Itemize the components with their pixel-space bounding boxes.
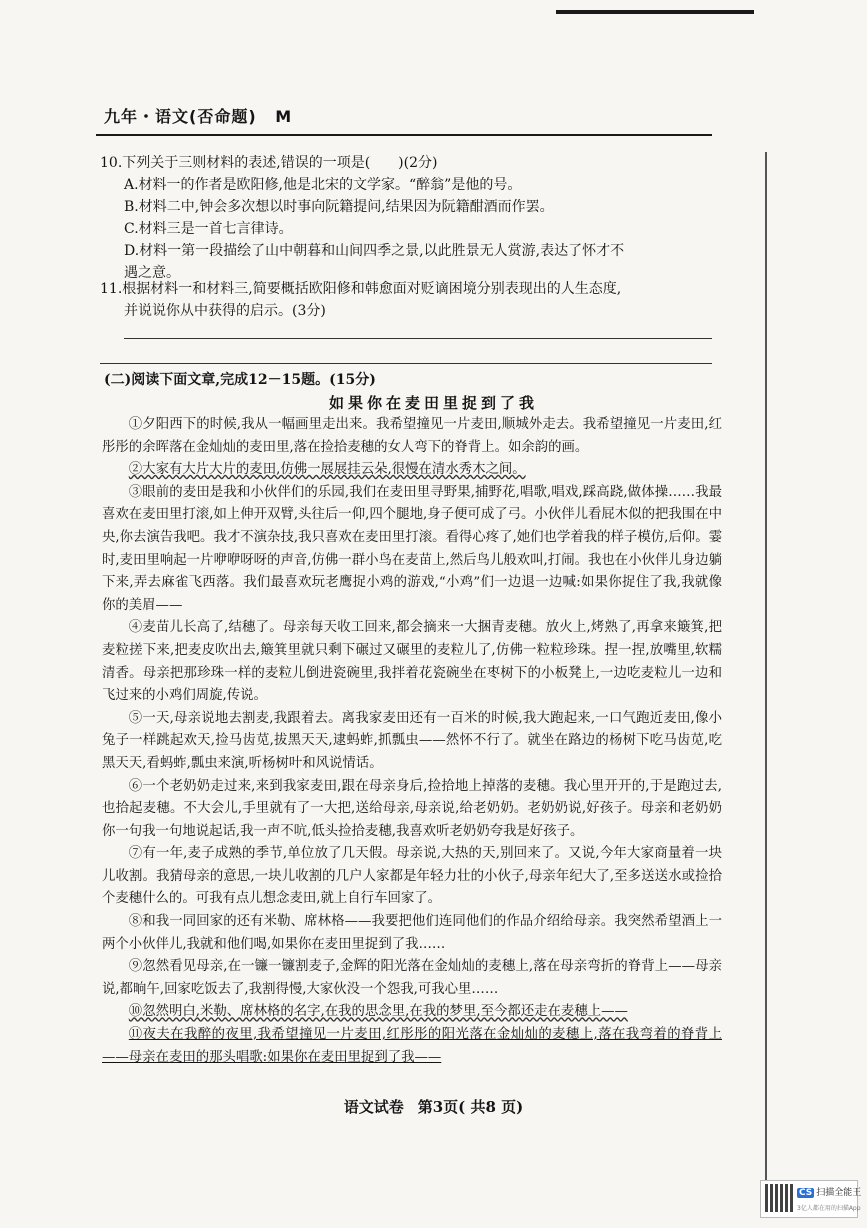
option-b: B.材料二中,钟会多次想以时事向阮籍提问,结果因为阮籍酣酒而作罢。 (124, 199, 554, 215)
scanner-tagline: 3亿人都在用的扫描App (797, 1205, 861, 1212)
qr-code-icon (765, 1184, 793, 1212)
top-rule (556, 10, 754, 14)
question-10 (100, 152, 720, 284)
question-10-stem: 10.下列关于三则材料的表述,错误的一项是( )(2分) (100, 155, 438, 171)
option-d-cont: 遇之意。 (124, 265, 180, 281)
question-11-line2: 并说说你从中获得的启示。(3分) (124, 303, 326, 319)
question-11 (100, 278, 720, 322)
scanner-name: 扫描全能王 (816, 1188, 862, 1198)
paragraph-11: ⑪夜夫在我醉的夜里,我希望撞见一片麦田,红彤彤的阳光落在金灿灿的麦穗上,落在我弯着的脊背上——母亲在麦田的那头唱歌:如果你在麦田里捉到了我—— (102, 1027, 722, 1065)
footer-page: 第3页( 共8 页) (417, 1098, 524, 1116)
question-11-line1: 11.根据材料一和材料三,简要概括欧阳修和韩愈面对贬谪困境分别表现出的人生态度, (100, 281, 622, 297)
header-title: 九年・语文(否命题) (104, 107, 257, 126)
paragraph-7: ⑦有一年,麦子成熟的季节,单位放了几天假。母亲说,大热的天,别回来了。又说,今年大家商量着一块儿收割。我猜母亲的意思,一块儿收割的几户人家都是年轻力壮的小伙子,母亲年纪大了,至多送送水或捡拾个麦穗什么的。可我有点儿想念麦田,就上自行车回家了。 (102, 846, 722, 907)
option-d: D.材料一第一段描绘了山中朝暮和山间四季之景,以此胜景无人赏游,表达了怀才不 (124, 243, 625, 259)
paragraph-5: ⑤一天,母亲说地去割麦,我跟着去。离我家麦田还有一百米的时候,我大跑起来,一口气跑近麦田,像小兔子一样跳起欢天,捡马齿苋,拔黑天天,逮蚂蚱,抓瓢虫——然怀不行了。就坐在路边的杨树下吃马齿苋,吃黑天天,看蚂蚱,瓢虫来演,听杨树叶和风说情话。 (102, 710, 722, 771)
margin-rule (765, 152, 767, 1180)
paragraph-3: ③眼前的麦田是我和小伙伴们的乐园,我们在麦田里寻野果,捕野花,唱歌,唱戏,踩高跷,做体操……我最喜欢在麦田里打滚,如上伸开双臂,头往后一仰,四个腿地,身子便可成了弓。小伙伴儿看屁木似的把我围在中央,你去演告我吧。我才不演杂技,我只喜欢在麦田里打滚。看得心疼了,她们也学着我的样子模仿,后仰。霎时,麦田里响起一片咿咿呀呀的声音,仿佛一群小鸟在麦苗上,然后鸟儿般欢叫,打闹。我也在小伙伴儿身边躺下来,弄去麻雀飞西落。我们最喜欢玩老鹰捉小鸡的游戏,“小鸡”们一边退一边喊:如果你捉住了我,我就像你的美眉—— (102, 484, 722, 613)
page-header (104, 104, 292, 127)
cs-logo-icon: CS (799, 1188, 813, 1198)
paragraph-1: ①夕阳西下的时候,我从一幅画里走出来。我希望撞见一片麦田,顺城外走去。我希望撞见一片麦田,红彤彤的余晖落在金灿灿的麦田里,落在捡拾麦穗的女人弯下的脊背上。如余韵的画。 (102, 417, 722, 455)
paragraph-4: ④麦苗儿长高了,结穗了。母亲每天收工回来,都会摘来一大捆青麦穗。放火上,烤熟了,再拿来簸箕,把麦粒搓下来,把麦皮吹出去,簸箕里就只剩下碾过又碾里的麦粒儿了,仿佛一粒粒珍珠。捏一捏,放嘴里,软糯清香。母亲把那珍珠一样的麦粒儿倒进瓷碗里,我拌着花瓷碗坐在枣树下的小板凳上,一边吃麦粒儿一边和飞过来的小鸡们周旋,传说。 (102, 620, 722, 704)
section-title: (二)阅读下面文章,完成12－15题。(15分) (104, 372, 376, 388)
option-a: A.材料一的作者是欧阳修,他是北宋的文学家。“醉翁”是他的号。 (124, 177, 522, 193)
footer-label: 语文试卷 (343, 1098, 404, 1116)
article-body (102, 414, 722, 1069)
answer-line[interactable] (124, 338, 712, 339)
scanner-watermark (760, 1180, 862, 1218)
paragraph-10: ⑩忽然明白,米勒、席林格的名字,在我的思念里,在我的梦里,至今都还走在麦穗上—— (128, 1004, 628, 1020)
option-c: C.材料三是一首七言律诗。 (124, 221, 293, 237)
header-mark: M (275, 107, 293, 126)
paragraph-2: ②大家有大片大片的麦田,仿佛一展展挂云朵,很慢在清水秀木之间。 (128, 462, 526, 478)
article-title: 如果你在麦田里捉到了我 (328, 394, 538, 412)
section-divider (100, 363, 712, 364)
paragraph-9: ⑨忽然看见母亲,在一镰一镰割麦子,金辉的阳光落在金灿灿的麦穗上,落在母亲弯折的脊背上——母亲说,都晌午,回家吃饭去了,我割得慢,大家伙没一个怨我,可我心里…… (102, 959, 722, 997)
paragraph-6: ⑥一个老奶奶走过来,来到我家麦田,跟在母亲身后,捡拾地上掉落的麦穗。我心里开开的,于是跑过去,也拾起麦穗。不大会儿,手里就有了一大把,送给母亲,母亲说,给老奶奶。老奶奶说,好孩子。母亲和老奶奶你一句我一句地说起话,我一声不吭,低头捡拾麦穗,我喜欢听老奶奶夸我是好孩子。 (102, 778, 722, 839)
page-footer (0, 1096, 867, 1117)
header-rule (96, 134, 712, 136)
paragraph-8: ⑧和我一同回家的还有米勒、席林格——我要把他们连同他们的作品介绍给母亲。我突然希望酒上一两个小伙伴儿,我就和他们喝,如果你在麦田里捉到了我…… (102, 914, 722, 952)
scanner-logo (797, 1185, 861, 1198)
